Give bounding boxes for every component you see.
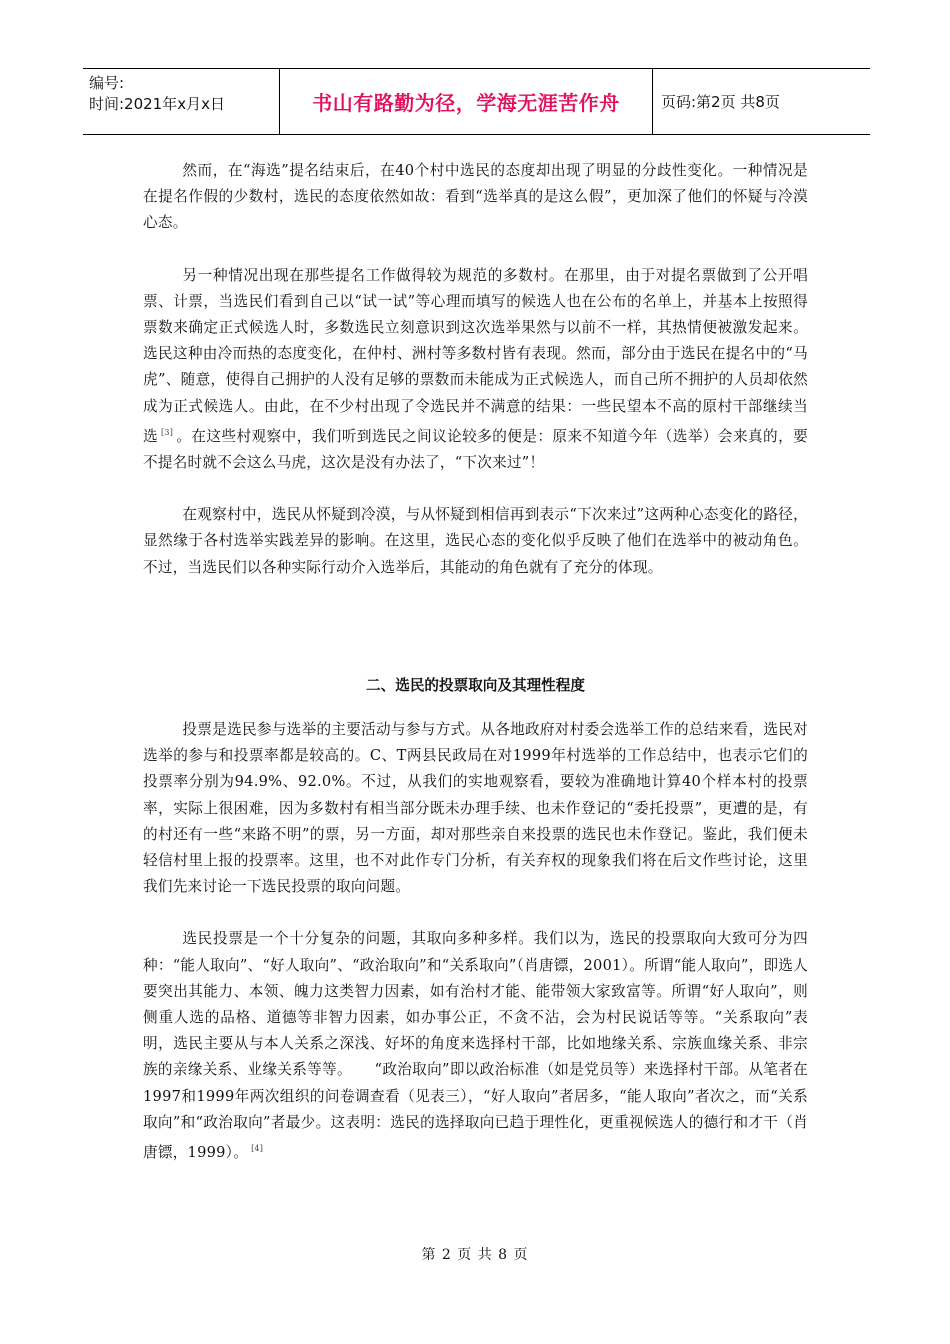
citation-marker: [4] (251, 1144, 264, 1154)
paragraph-text: 另一种情况出现在那些提名工作做得较为规范的多数村。在那里，由于对提名票做到了公开唱票、计票，当选民们看到自己以“试一试”等心理而填写的候选人也在公布的名单上，并基本上按照得票数来确定正式候选人时，多数选民立刻意识到这次选举果然与以前不一样，其热情便被激发起来。选民这种由冷而热的态度变化，在仲村、洲村等多数村皆有表现。然而，部分由于选民在提名中的“马虎”、随意，使得自己拥护的人没有足够的票数而未能成为正式候选人，而自己所不拥护的人员却依然成为正式候选人。由此，在不少村出现了令选民并不满意的结果：一些民望本不高的原村干部继续当选 (143, 266, 808, 445)
page-footer: 第 2 页 共 8 页 (421, 1247, 529, 1263)
header-meta (83, 69, 279, 134)
section-heading: 二、选民的投票取向及其理性程度 (366, 677, 585, 694)
header-page-info: 页码:第2页 共8页 (661, 93, 780, 111)
paragraph (143, 926, 808, 1166)
section-two-body (143, 717, 808, 1166)
paragraph: 投票是选民参与选举的主要活动与参与方式。从各地政府对村委会选举工作的总结来看，选民对选举的参与和投票率都是较高的。C、T两县民政局在对1999年村选举的工作总结中，也表示它们的投票率分别为94.9%、92.0%。不过，从我们的实地观察看，要较为准确地计算40个样本村的投票率，实际上很困难，因为多数村有相当部分既未办理手续、也未作登记的“委托投票”，更遭的是，有的村还有一些“来路不明”的票，另一方面，却对那些亲自来投票的选民也未作登记。鉴此，我们便未轻信村里上报的投票率。这里，也不对此作专门分析，有关弃权的现象我们将在后文作些讨论，这里我们先来讨论一下选民投票的取向问题。 (143, 721, 808, 896)
paragraph (143, 263, 808, 476)
citation-marker: [3] (161, 427, 174, 437)
document-time-label: 时间:2021年x月x日 (89, 95, 225, 113)
header-motto: 书山有路勤为径，学海无涯苦作舟 (279, 69, 653, 134)
paragraph: 然而，在“海选”提名结束后，在40个村中选民的态度却出现了明显的分歧性变化。一种情况是在提名作假的少数村，选民的态度依然如故：看到“选举真的是这么假”，更加深了他们的怀疑与冷漠心态。 (143, 162, 808, 232)
paragraph-text: 选民投票是一个十分复杂的问题，其取向多种多样。我们以为，选民的投票取向大致可分为四种：“能人取向”、“好人取向”、“政治取向”和“关系取向”（肖唐镖，2001）。所谓“能人取向”，即选人要突出其能力、本领、魄力这类智力因素，如有治村才能、能带领大家致富等。所谓“好人取向”，则侧重人选的品格、道德等非智力因素，如办事公正，不贪不沾，会为村民说话等等。“关系取向”表明，选民主要从与本人关系之深浅、好坏的角度来选择村干部，比如地缘关系、宗族血缘关系、非宗族的亲缘关系、业缘关系等等。 “政治取向”即以政治标准（如是党员等）来选择村干部。从笔者在1997和1999年两次组织的问卷调查看（见表三），“好人取向”者居多，“能人取向”者次之，而“关系取向”和“政治取向”者最少。这表明：选民的选择取向已趋于理性化，更重视候选人的德行和才干（肖唐镖，1999）。 (143, 930, 808, 1161)
section-one-body (143, 158, 808, 581)
paragraph-text: 。在这些村观察中，我们听到选民之间议论较多的便是：原来不知道今年（选举）会来真的，要不提名时就不会这么马虎，这次是没有办法了，“下次来过”！ (143, 427, 808, 471)
document-number-label: 编号: (89, 74, 125, 92)
page-header (83, 68, 870, 135)
paragraph: 在观察村中，选民从怀疑到冷漠，与从怀疑到相信再到表示“下次来过”这两种心态变化的路径，显然缘于各村选举实践差异的影响。在这里，选民心态的变化似乎反映了他们在选举中的被动角色。不过，当选民们以各种实际行动介入选举后，其能动的角色就有了充分的体现。 (143, 506, 808, 576)
